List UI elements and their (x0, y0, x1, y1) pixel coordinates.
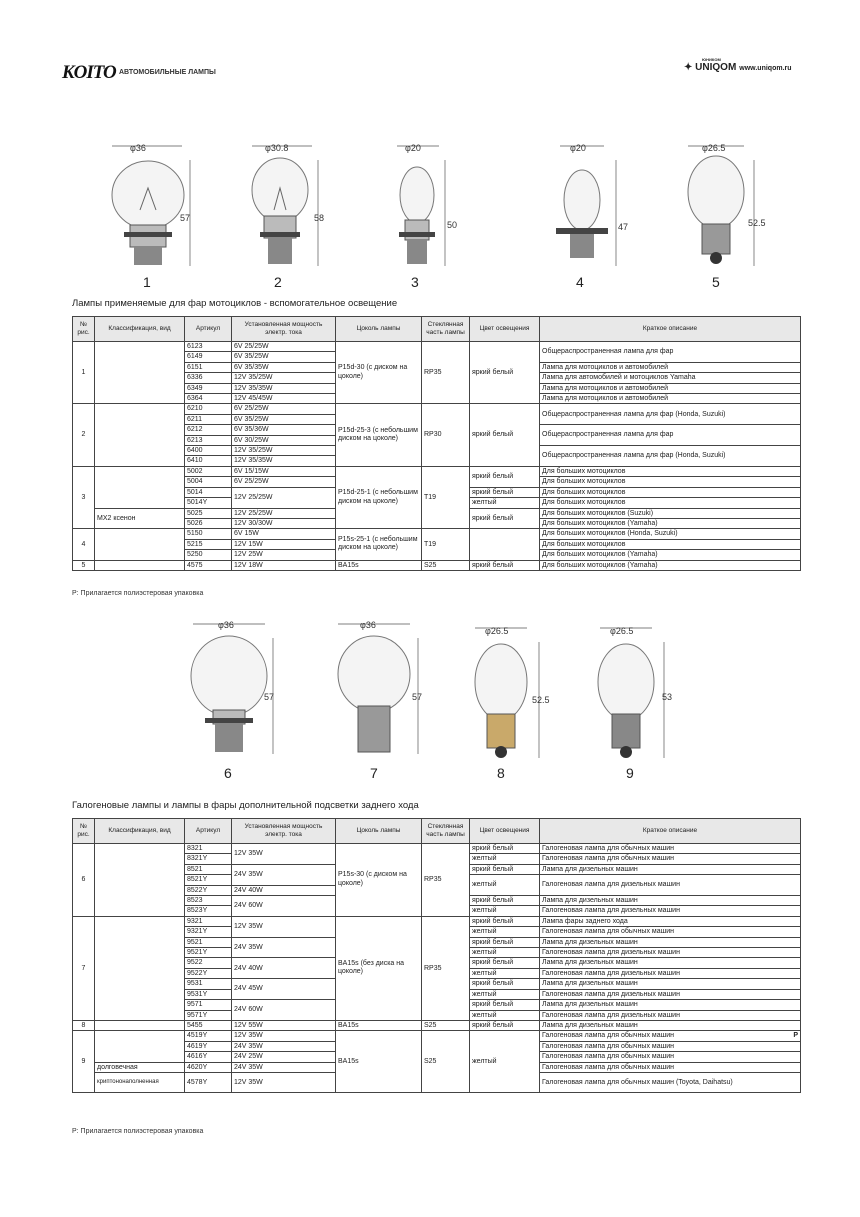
class-cell (95, 342, 185, 404)
color-cell: яркий белый (470, 958, 540, 968)
fig-cell: 9 (73, 1031, 95, 1093)
color-cell: желтый (470, 1031, 540, 1093)
header-color: Цвет освещения (470, 317, 540, 342)
fig-cell: 2 (73, 404, 95, 466)
glass-cell: T19 (422, 466, 470, 528)
desc-cell: Галогеновая лампа для дизельных машин (540, 906, 801, 916)
color-cell: желтый (470, 498, 540, 508)
bulb-1-image (100, 140, 200, 268)
package-mark: P (793, 1032, 798, 1040)
power-cell: 12V 25/25W (232, 487, 336, 508)
bulb-5-number: 5 (712, 274, 720, 290)
article-cell: 5026 (185, 518, 232, 528)
base-cell: P15d-30 (с диском на цоколе) (336, 342, 422, 404)
bulb-5-diameter: φ26.5 (702, 143, 726, 153)
desc-cell: Общераспространенная лампа для фар (540, 342, 801, 363)
color-cell: яркий белый (470, 487, 540, 497)
article-cell: 5250 (185, 550, 232, 560)
header-color: Цвет освещения (470, 819, 540, 844)
article-cell: 9522 (185, 958, 232, 968)
desc-cell (540, 1031, 801, 1041)
glass-cell: RP30 (422, 404, 470, 466)
logo-subtitle: АВТОМОБИЛЬНЫЕ ЛАМПЫ (119, 69, 216, 76)
header-power: Установленная мощность электр. тока (232, 317, 336, 342)
desc-cell: Галогеновая лампа для дизельных машин (540, 989, 801, 999)
power-cell: 6V 25/25W (232, 342, 336, 352)
uniqom-logo: ЮНИКОМ ✦ UNIQOM www.uniqom.ru (684, 57, 792, 73)
bulb-8-number: 8 (497, 765, 505, 781)
article-cell: 8522Y (185, 885, 232, 895)
article-cell: 5004 (185, 477, 232, 487)
power-cell: 12V 30/30W (232, 518, 336, 528)
bulb-7-height: 57 (412, 692, 423, 702)
power-cell: 12V 45/45W (232, 394, 336, 404)
power-cell: 12V 35W (232, 1072, 336, 1092)
power-cell: 24V 45W (232, 979, 336, 1000)
table2-header-row (73, 819, 801, 844)
desc-cell: Лампа для дизельных машин (540, 896, 801, 906)
color-cell: яркий белый (470, 508, 540, 529)
class-cell (95, 1020, 185, 1030)
bulb-1-number: 1 (143, 274, 151, 290)
table-row (73, 560, 801, 570)
power-cell: 24V 40W (232, 885, 336, 895)
power-cell: 6V 35/25W (232, 352, 336, 362)
power-cell: 12V 35/25W (232, 373, 336, 383)
bulb-1-height: 57 (180, 213, 191, 223)
article-cell: 6151 (185, 362, 232, 372)
bulb-9-diameter: φ26.5 (610, 626, 634, 636)
desc-cell: Лампа для дизельных машин (540, 1000, 801, 1010)
fig-cell: 6 (73, 844, 95, 917)
class-cell (95, 916, 185, 1020)
color-cell: яркий белый (470, 979, 540, 989)
table2-caption: Галогеновые лампы и лампы в фары дополнительной подсветки заднего хода (72, 800, 419, 811)
class-cell (95, 1031, 185, 1062)
desc-cell: Лампа фары заднего хода (540, 916, 801, 926)
power-cell: 24V 60W (232, 1000, 336, 1021)
article-cell: 9521Y (185, 948, 232, 958)
power-cell: 12V 18W (232, 560, 336, 570)
color-cell: желтый (470, 854, 540, 864)
glass-cell: S25 (422, 1031, 470, 1093)
color-cell: желтый (470, 906, 540, 916)
bulb-2-diameter: φ30.8 (265, 143, 289, 153)
power-cell: 24V 60W (232, 896, 336, 917)
power-cell: 12V 55W (232, 1020, 336, 1030)
desc-cell: Галогеновая лампа для дизельных машин (540, 1010, 801, 1020)
article-cell: 5215 (185, 539, 232, 549)
article-cell: 9522Y (185, 968, 232, 978)
table2 (72, 818, 801, 1093)
desc-cell: Галогеновая лампа для дизельных машин (540, 968, 801, 978)
bulb-9-number: 9 (626, 765, 634, 781)
table1-caption: Лампы применяемые для фар мотоциклов - вспомогательное освещение (72, 298, 398, 309)
power-cell: 6V 25/25W (232, 404, 336, 414)
class-cell: криптононаполненная (95, 1072, 185, 1092)
article-cell: 8321 (185, 844, 232, 854)
fig-cell: 1 (73, 342, 95, 404)
color-cell (470, 529, 540, 560)
article-cell: 4575 (185, 560, 232, 570)
article-cell: 6336 (185, 373, 232, 383)
desc-cell: Лампа для дизельных машин (540, 1020, 801, 1030)
table-row (73, 916, 801, 926)
table-row (73, 529, 801, 539)
desc-cell: Галогеновая лампа для обычных машин (540, 1062, 801, 1072)
class-cell: долговечная (95, 1062, 185, 1072)
bulb-1-diameter: φ36 (130, 143, 146, 153)
base-cell: P15s-25-1 (с небольшим диском на цоколе) (336, 529, 422, 560)
article-cell: 4620Y (185, 1062, 232, 1072)
color-cell: яркий белый (470, 864, 540, 874)
power-cell: 12V 35/35W (232, 456, 336, 466)
base-cell: BA15s (без диска на цоколе) (336, 916, 422, 1020)
header-desc: Краткое описание (540, 819, 801, 844)
article-cell: 6212 (185, 425, 232, 435)
power-cell: 24V 35W (232, 864, 336, 885)
table-row (73, 342, 801, 352)
article-cell: 5025 (185, 508, 232, 518)
color-cell: яркий белый (470, 937, 540, 947)
article-cell: 6123 (185, 342, 232, 352)
power-cell: 6V 15/15W (232, 466, 336, 476)
article-cell: 6213 (185, 435, 232, 445)
desc-cell: Для больших мотоциклов (Yamaha) (540, 560, 801, 570)
base-cell: BA15s (336, 1020, 422, 1030)
article-cell: 6149 (185, 352, 232, 362)
desc-cell: Лампа для дизельных машин (540, 864, 801, 874)
desc-cell: Лампа для мотоциклов и автомобилей (540, 394, 801, 404)
bulb-3-image (383, 140, 463, 268)
power-cell: 6V 25/25W (232, 477, 336, 487)
bulb-7-image (330, 618, 430, 758)
article-cell: 5150 (185, 529, 232, 539)
table-row (73, 1031, 801, 1041)
uniqom-small: ЮНИКОМ (702, 57, 721, 62)
bulb-4-height: 47 (618, 222, 629, 232)
color-cell: желтый (470, 927, 540, 937)
glass-cell: RP35 (422, 342, 470, 404)
fig-cell: 7 (73, 916, 95, 1020)
power-cell: 24V 35W (232, 937, 336, 958)
bulb-8-diameter: φ26.5 (485, 626, 509, 636)
desc-cell: Для больших мотоциклов (540, 487, 801, 497)
desc-cell: Галогеновая лампа для обычных машин (540, 927, 801, 937)
article-cell: 5014 (185, 487, 232, 497)
desc-cell: Галогеновая лампа для дизельных машин (540, 948, 801, 958)
class-cell (95, 560, 185, 570)
desc-cell: Галогеновая лампа для обычных машин (540, 844, 801, 854)
desc-cell: Галогеновая лампа для дизельных машин (540, 875, 801, 896)
desc-cell: Для больших мотоциклов (Suzuki) (540, 508, 801, 518)
glass-cell: RP35 (422, 916, 470, 1020)
table1-header-row (73, 317, 801, 342)
desc-cell: Общераспространенная лампа для фар (Honda, Suzuki) (540, 446, 801, 467)
class-cell (95, 404, 185, 466)
power-cell: 6V 15W (232, 529, 336, 539)
desc-cell: Лампа для автомобилей и мотоциклов Yamaha (540, 373, 801, 383)
bulb-2-height: 58 (314, 213, 325, 223)
article-cell: 4519Y (185, 1031, 232, 1041)
base-cell: P15s-30 (с диском на цоколе) (336, 844, 422, 917)
desc-cell: Лампа для дизельных машин (540, 937, 801, 947)
color-cell: яркий белый (470, 916, 540, 926)
article-cell: 5002 (185, 466, 232, 476)
desc-cell: Для больших мотоциклов (Yamaha) (540, 550, 801, 560)
fig-cell: 5 (73, 560, 95, 570)
site-url[interactable]: www.uniqom.ru (739, 65, 792, 72)
bulb-6-height: 57 (264, 692, 275, 702)
desc-cell: Лампа для мотоциклов и автомобилей (540, 362, 801, 372)
table-row (73, 466, 801, 476)
bulb-9-height: 53 (662, 692, 673, 702)
desc-cell: Галогеновая лампа для обычных машин (540, 1041, 801, 1051)
color-cell: яркий белый (470, 466, 540, 487)
article-cell: 9531Y (185, 989, 232, 999)
class-cell (95, 529, 185, 560)
color-cell: желтый (470, 989, 540, 999)
table-row (73, 404, 801, 414)
power-cell: 12V 15W (232, 539, 336, 549)
bulb-7-diameter: φ36 (360, 620, 376, 630)
header-glass: Стеклянная часть лампы (422, 317, 470, 342)
article-cell: 8521Y (185, 875, 232, 885)
article-cell: 6211 (185, 414, 232, 424)
desc-text: Галогеновая лампа для обычных машин (542, 1032, 675, 1040)
desc-cell: Общераспространенная лампа для фар (540, 425, 801, 446)
desc-cell: Для больших мотоциклов (540, 539, 801, 549)
article-cell: 6364 (185, 394, 232, 404)
power-cell: 6V 35/25W (232, 414, 336, 424)
article-cell: 4616Y (185, 1052, 232, 1062)
article-cell: 9521 (185, 937, 232, 947)
power-cell: 24V 25W (232, 1052, 336, 1062)
bulb-4-number: 4 (576, 274, 584, 290)
desc-cell: Лампа для мотоциклов и автомобилей (540, 383, 801, 393)
power-cell: 6V 35/36W (232, 425, 336, 435)
power-cell: 12V 35/25W (232, 446, 336, 456)
table1 (72, 316, 801, 571)
header-class: Классификация, вид (95, 317, 185, 342)
color-cell: желтый (470, 875, 540, 896)
article-cell: 9571Y (185, 1010, 232, 1020)
power-cell: 24V 35W (232, 1041, 336, 1051)
header-article: Артикул (185, 317, 232, 342)
header-class: Классификация, вид (95, 819, 185, 844)
bulb-6-number: 6 (224, 765, 232, 781)
bulb-3-number: 3 (411, 274, 419, 290)
glass-cell: S25 (422, 1020, 470, 1030)
article-cell: 9571 (185, 1000, 232, 1010)
article-cell: 4619Y (185, 1041, 232, 1051)
color-cell: желтый (470, 968, 540, 978)
bulb-2-image (240, 140, 330, 268)
bulb-7-number: 7 (370, 765, 378, 781)
power-cell: 6V 30/25W (232, 435, 336, 445)
color-cell: яркий белый (470, 896, 540, 906)
table2-note: P: Прилагается полиэстеровая упаковка (72, 1128, 204, 1135)
article-cell: 5455 (185, 1020, 232, 1030)
header-base: Цоколь лампы (336, 317, 422, 342)
power-cell: 12V 35W (232, 1031, 336, 1041)
bulb-6-image (185, 618, 285, 758)
article-cell: 6410 (185, 456, 232, 466)
header-base: Цоколь лампы (336, 819, 422, 844)
table1-note: P: Прилагается полиэстеровая упаковка (72, 590, 204, 597)
color-cell: яркий белый (470, 1000, 540, 1010)
desc-cell: Лампа для дизельных машин (540, 979, 801, 989)
bulb-5-height: 52.5 (748, 218, 766, 228)
desc-cell: Галогеновая лампа для обычных машин (Toyota, Daihatsu) (540, 1072, 801, 1092)
table-row (73, 1020, 801, 1030)
desc-cell: Для больших мотоциклов (Honda, Suzuki) (540, 529, 801, 539)
bulb-8-height: 52.5 (532, 695, 550, 705)
base-cell: BA15s (336, 1031, 422, 1093)
power-cell: 6V 35/35W (232, 362, 336, 372)
power-cell: 24V 40W (232, 958, 336, 979)
fig-cell: 4 (73, 529, 95, 560)
table-row (73, 844, 801, 854)
bulb-5-image (680, 140, 770, 268)
desc-cell: Для больших мотоциклов (540, 477, 801, 487)
color-cell: яркий белый (470, 1020, 540, 1030)
fig-cell: 3 (73, 466, 95, 528)
glass-cell: S25 (422, 560, 470, 570)
article-cell: 9321 (185, 916, 232, 926)
article-cell: 6349 (185, 383, 232, 393)
article-cell: 8523Y (185, 906, 232, 916)
bulb-4-diameter: φ20 (570, 143, 586, 153)
power-cell: 12V 35W (232, 916, 336, 937)
header-fig: № рис. (73, 819, 95, 844)
power-cell: 12V 25W (232, 550, 336, 560)
power-cell: 12V 35W (232, 844, 336, 865)
color-cell: яркий белый (470, 342, 540, 404)
bulb-3-height: 50 (447, 220, 458, 230)
desc-cell: Для больших мотоциклов (540, 466, 801, 476)
class-cell (95, 844, 185, 917)
bulb-8-image (465, 622, 555, 762)
header-desc: Краткое описание (540, 317, 801, 342)
header-power: Установленная мощность электр. тока (232, 819, 336, 844)
base-cell: P15d-25-1 (с небольшим диском на цоколе) (336, 466, 422, 528)
desc-cell: Лампа для дизельных машин (540, 958, 801, 968)
desc-cell: Для больших мотоциклов (Yamaha) (540, 518, 801, 528)
glass-cell: T19 (422, 529, 470, 560)
glass-cell: RP35 (422, 844, 470, 917)
color-cell: желтый (470, 948, 540, 958)
article-cell: 5014Y (185, 498, 232, 508)
article-cell: 9531 (185, 979, 232, 989)
article-cell: 8321Y (185, 854, 232, 864)
article-cell: 8521 (185, 864, 232, 874)
article-cell: 8523 (185, 896, 232, 906)
header-glass: Стеклянная часть лампы (422, 819, 470, 844)
header-fig: № рис. (73, 317, 95, 342)
article-cell: 4578Y (185, 1072, 232, 1092)
power-cell: 12V 25/25W (232, 508, 336, 518)
color-cell: яркий белый (470, 844, 540, 854)
desc-cell: Галогеновая лампа для обычных машин (540, 1052, 801, 1062)
color-cell: яркий белый (470, 560, 540, 570)
uniqom-name: UNIQOM (695, 62, 737, 73)
header-article: Артикул (185, 819, 232, 844)
class-cell: MX2 ксенон (95, 508, 185, 529)
desc-cell: Для больших мотоциклов (540, 498, 801, 508)
power-cell: 12V 35/35W (232, 383, 336, 393)
bulb-3-diameter: φ20 (405, 143, 421, 153)
base-cell: BA15s (336, 560, 422, 570)
article-cell: 6400 (185, 446, 232, 456)
bulb-2-number: 2 (274, 274, 282, 290)
bulb-6-diameter: φ36 (218, 620, 234, 630)
fig-cell: 8 (73, 1020, 95, 1030)
color-cell: желтый (470, 1010, 540, 1020)
desc-cell: Общераспространенная лампа для фар (Honda, Suzuki) (540, 404, 801, 425)
base-cell: P15d-25-3 (с небольшим диском на цоколе) (336, 404, 422, 466)
article-cell: 6210 (185, 404, 232, 414)
koito-logo: KOITO (62, 62, 116, 83)
desc-cell: Галогеновая лампа для обычных машин (540, 854, 801, 864)
power-cell: 24V 35W (232, 1062, 336, 1072)
class-cell (95, 466, 185, 508)
article-cell: 9321Y (185, 927, 232, 937)
bulb-4-image (550, 140, 630, 268)
color-cell: яркий белый (470, 404, 540, 466)
